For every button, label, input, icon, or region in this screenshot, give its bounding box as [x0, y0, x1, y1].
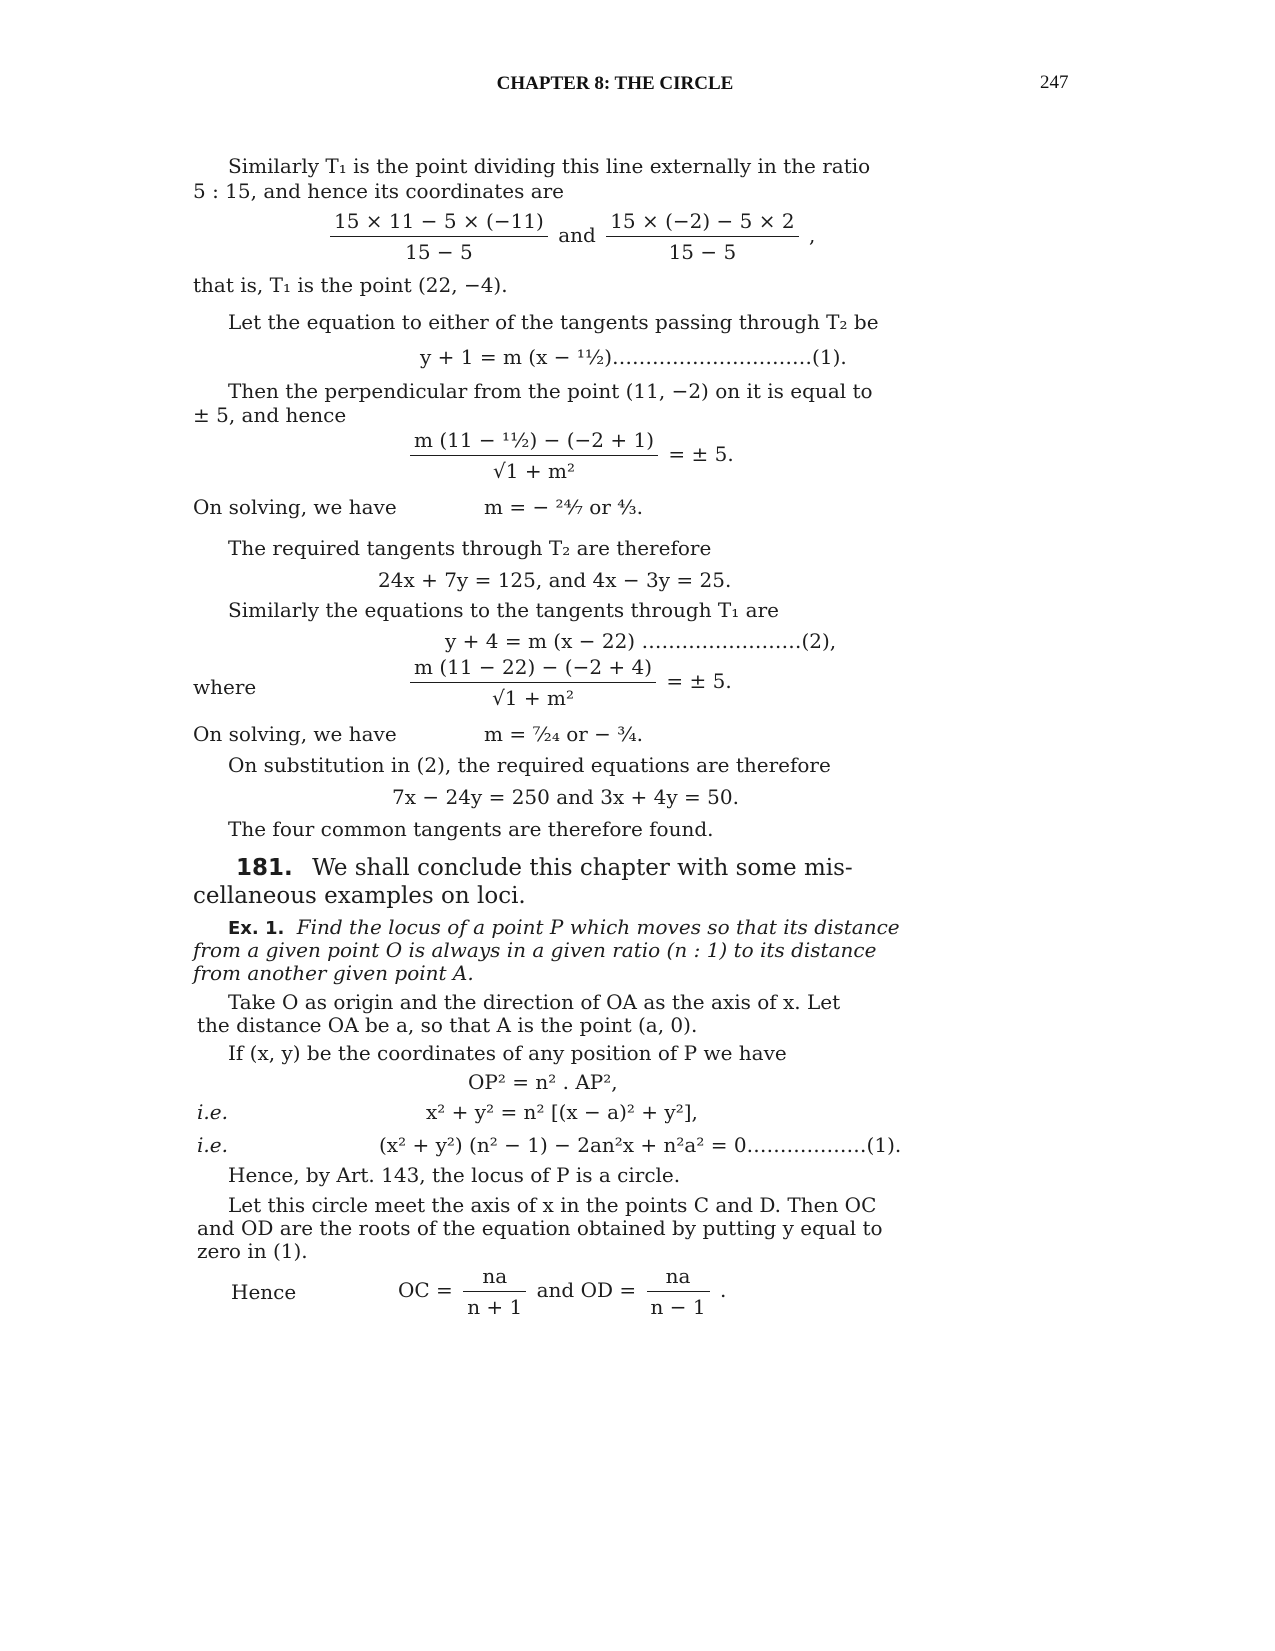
od-lhs: OD =	[580, 1278, 637, 1302]
example-text: Find the locus of a point P which moves so that its distance	[296, 915, 900, 939]
oc-lhs: OC =	[398, 1278, 453, 1302]
coordinates-equation	[326, 208, 815, 265]
paragraph-line: the distance OA be a, so that A is the point (a, 0).	[197, 1013, 698, 1037]
section-text: We shall conclude this chapter with some mis-	[312, 855, 853, 881]
where-label: where	[193, 675, 257, 699]
paragraph-line: The four common tangents are therefore found.	[228, 817, 714, 841]
paragraph-line: and OD are the roots of the equation obtained by putting y equal to	[197, 1216, 883, 1240]
paragraph-line: Take O as origin and the direction of OA as the axis of x. Let	[228, 990, 841, 1014]
and-word: and	[558, 223, 596, 247]
ie-equation-1: x² + y² = n² [(x − a)² + y²],	[426, 1100, 698, 1124]
example-text-italic: from another given point A.	[193, 961, 474, 985]
fraction	[410, 427, 658, 484]
equation-2: y + 4 = m (x − 22) ……………………(2),	[445, 629, 837, 653]
perpendicular-equation-2	[406, 654, 732, 711]
tangents-t1-equation: 7x − 24y = 250 and 3x + 4y = 50.	[392, 785, 739, 809]
fraction-y	[606, 208, 798, 265]
solution-equation: m = ⁷⁄₂₄ or − ³⁄₄.	[484, 722, 643, 746]
paragraph-line: that is, T₁ is the point (22, −4).	[193, 273, 508, 297]
fraction-x	[330, 208, 548, 265]
hence-label: Hence	[231, 1280, 297, 1304]
tangents-t2-equation: 24x + 7y = 125, and 4x − 3y = 25.	[378, 568, 732, 592]
paragraph-line: Let the equation to either of the tangents passing through T₂ be	[228, 310, 879, 334]
perpendicular-equation-1	[406, 427, 734, 484]
solution-equation: m = − ²⁴⁄₇ or ⁴⁄₃.	[484, 495, 643, 519]
fraction-numerator: 15 × 11 − 5 × (−11)	[330, 208, 548, 237]
paragraph-line: Hence, by Art. 143, the locus of P is a circle.	[228, 1163, 681, 1187]
equation-rhs: = ± 5.	[666, 669, 732, 693]
paragraph-line: zero in (1).	[197, 1239, 308, 1263]
final-equation	[398, 1263, 726, 1320]
section-number: 181.	[236, 855, 293, 881]
paragraph-line: Similarly the equations to the tangents through T₁ are	[228, 598, 779, 622]
trailing-period: .	[719, 1278, 727, 1302]
fraction-denominator: n + 1	[467, 1295, 523, 1319]
example-text	[193, 960, 474, 986]
ie-label	[197, 1099, 228, 1125]
fraction-denominator: √1 + m²	[493, 459, 575, 483]
paragraph-line: ± 5, and hence	[193, 403, 347, 427]
fraction-denominator: 15 − 5	[668, 240, 737, 264]
fraction-denominator: n − 1	[650, 1295, 706, 1319]
paragraph-line: Let this circle meet the axis of x in the points C and D. Then OC	[228, 1193, 877, 1217]
fraction-oc	[463, 1263, 526, 1320]
paragraph-line: 5 : 15, and hence its coordinates are	[193, 179, 565, 203]
example-text-italic: from a given point O is always in a given ratio (n : 1) to its distance	[193, 938, 877, 962]
fraction-numerator: m (11 − ¹¹⁄₂) − (−2 + 1)	[410, 427, 658, 456]
paragraph-line: The required tangents through T₂ are therefore	[228, 536, 712, 560]
page-header-title: CHAPTER 8: THE CIRCLE	[496, 73, 734, 94]
and-word: and	[536, 1278, 575, 1302]
fraction-denominator: √1 + m²	[492, 686, 574, 710]
section-text: cellaneous examples on loci.	[193, 883, 526, 909]
ie-italic: i.e.	[197, 1133, 228, 1157]
fraction-numerator: 15 × (−2) − 5 × 2	[606, 208, 798, 237]
paragraph-line: On solving, we have	[193, 495, 397, 519]
paragraph-line: On substitution in (2), the required equations are therefore	[228, 753, 831, 777]
fraction-numerator: na	[463, 1263, 526, 1292]
fraction-od	[647, 1263, 710, 1320]
equation-1: y + 1 = m (x − ¹¹⁄₂)…………………………(1).	[420, 345, 847, 369]
op-equation: OP² = n² . AP²,	[468, 1070, 618, 1094]
fraction-denominator: 15 − 5	[405, 240, 473, 264]
ie-label	[197, 1132, 228, 1158]
trailing-comma: ,	[808, 223, 816, 247]
ie-italic: i.e.	[197, 1100, 228, 1124]
paragraph-line: Then the perpendicular from the point (11, −2) on it is equal to	[228, 379, 873, 403]
paragraph-line: Similarly T₁ is the point dividing this line externally in the ratio	[228, 154, 871, 178]
paragraph-line: On solving, we have	[193, 722, 397, 746]
section-181-line	[236, 853, 853, 883]
fraction-numerator: m (11 − 22) − (−2 + 4)	[410, 654, 656, 683]
fraction-numerator: na	[647, 1263, 710, 1292]
equation-rhs: = ± 5.	[668, 442, 734, 466]
page-number: 247	[1040, 72, 1069, 93]
paragraph-line: If (x, y) be the coordinates of any position of P we have	[228, 1041, 787, 1065]
ie-equation-2: (x² + y²) (n² − 1) − 2an²x + n²a² = 0………………(1).	[379, 1133, 902, 1157]
fraction	[410, 654, 656, 711]
example-label: Ex. 1.	[228, 918, 285, 939]
